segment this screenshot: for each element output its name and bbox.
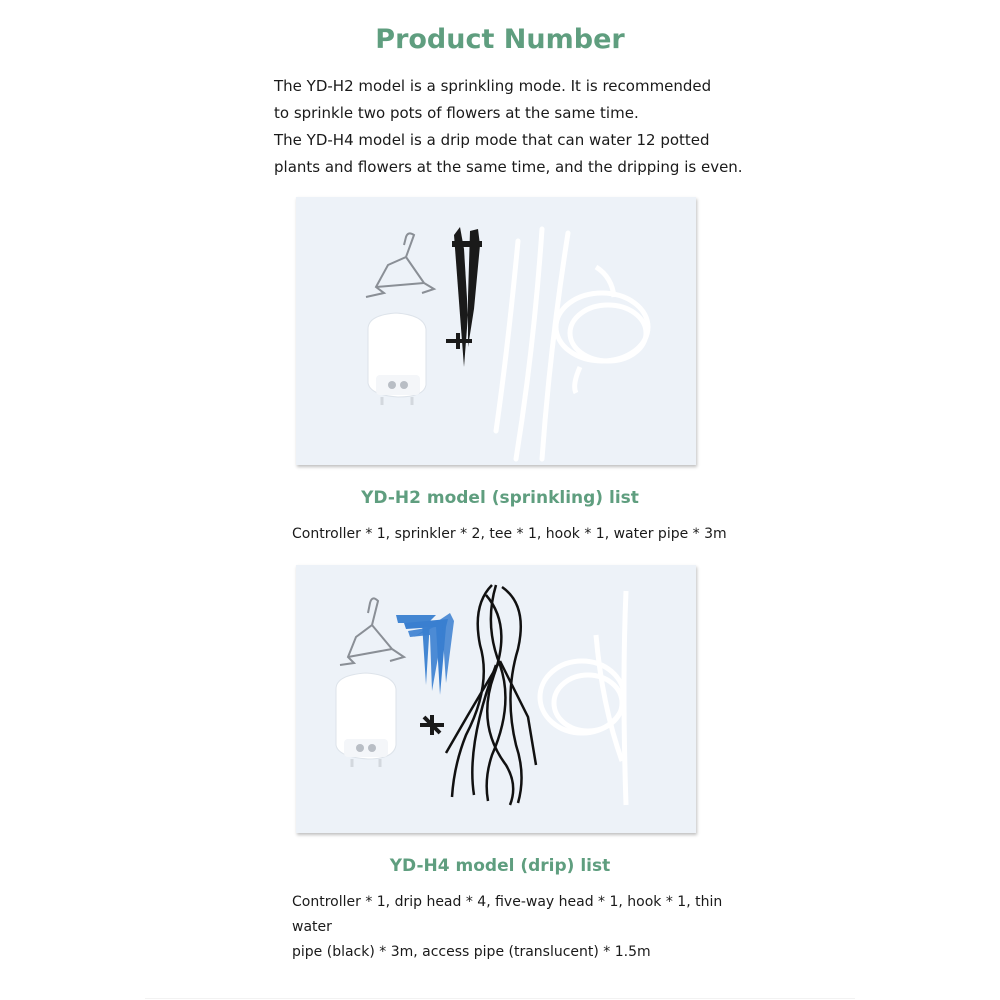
straight-pipe-icon — [496, 229, 568, 459]
page-title: Product Number — [375, 24, 625, 55]
controller-icon — [336, 673, 396, 767]
yd-h4-kit-illustration — [296, 565, 696, 833]
intro-line: The YD-H4 model is a drip mode that can water 12 potted — [274, 131, 710, 149]
intro-line: The YD-H2 model is a sprinkling mode. It is recommended — [274, 77, 712, 95]
yd-h2-list-heading: YD-H2 model (sprinkling) list — [361, 488, 639, 508]
five-way-head-icon — [420, 715, 444, 735]
intro-line: to sprinkle two pots of flowers at the same time. — [274, 104, 639, 122]
yd-h4-list-line: pipe (black) * 3m, access pipe (translucent) * 1.5m — [292, 944, 651, 960]
yd-h2-list-items: Controller * 1, sprinkler * 2, tee * 1, hook * 1, water pipe * 3m — [292, 526, 727, 542]
yd-h4-list-items — [292, 890, 762, 965]
coiled-pipe-icon — [556, 267, 648, 393]
yd-h2-kit-photo — [296, 197, 696, 465]
hook-icon — [340, 598, 404, 665]
intro-text — [274, 73, 774, 181]
bottom-divider — [145, 998, 855, 999]
controller-icon — [368, 313, 426, 405]
yd-h2-kit-illustration — [296, 197, 696, 465]
yd-h4-list-heading: YD-H4 model (drip) list — [389, 856, 611, 876]
yd-h4-list-line: Controller * 1, drip head * 4, five-way head * 1, hook * 1, thin water — [292, 894, 723, 935]
black-pipe-icon — [446, 585, 536, 805]
drip-head-icon — [396, 613, 454, 695]
access-pipe-icon — [540, 591, 626, 805]
hook-icon — [366, 233, 434, 297]
intro-line: plants and flowers at the same time, and the dripping is even. — [274, 158, 743, 176]
yd-h4-kit-photo — [296, 565, 696, 833]
